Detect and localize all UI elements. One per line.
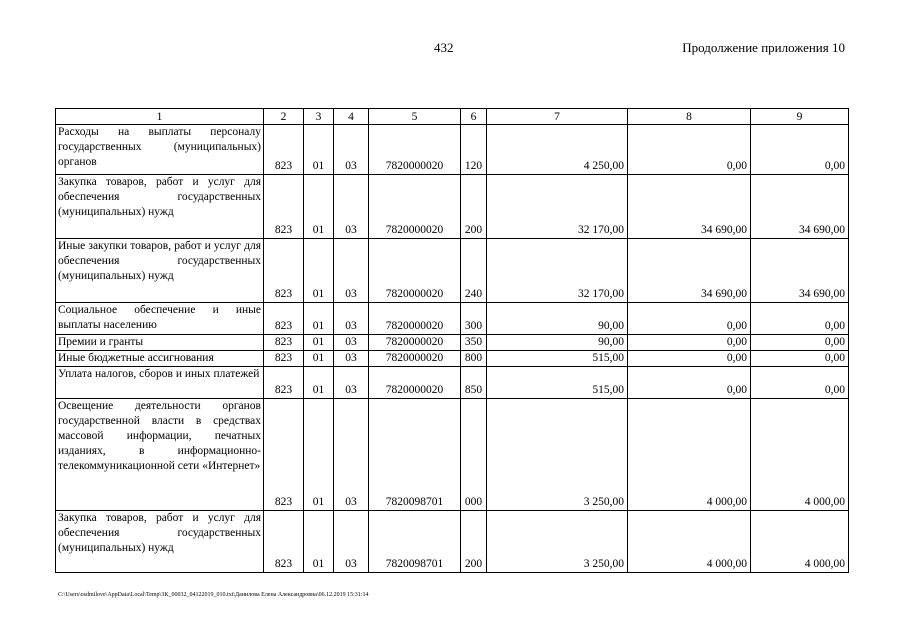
cell-c9: 4 000,00 xyxy=(751,399,849,511)
cell-c5: 7820098701 xyxy=(369,511,461,573)
cell-c2: 823 xyxy=(264,351,304,367)
cell-c9: 34 690,00 xyxy=(751,175,849,239)
cell-c5: 7820000020 xyxy=(369,175,461,239)
cell-c3: 01 xyxy=(304,351,334,367)
cell-c3: 01 xyxy=(304,125,334,175)
cell-c9: 0,00 xyxy=(751,303,849,335)
row-name-cell: Иные закупки товаров, работ и услуг для обеспечения государственных (муниципальных) нужд xyxy=(56,239,264,303)
cell-c9: 0,00 xyxy=(751,351,849,367)
cell-c6: 200 xyxy=(461,511,487,573)
cell-c3: 01 xyxy=(304,367,334,399)
column-header: 2 xyxy=(264,109,304,125)
column-header: 3 xyxy=(304,109,334,125)
cell-c3: 01 xyxy=(304,399,334,511)
cell-c4: 03 xyxy=(334,367,369,399)
cell-c4: 03 xyxy=(334,125,369,175)
table-row xyxy=(56,125,849,175)
row-name-cell: Закупка товаров, работ и услуг для обеспечения государственных (муниципальных) нужд xyxy=(56,511,264,573)
cell-c2: 823 xyxy=(264,125,304,175)
cell-c6: 120 xyxy=(461,125,487,175)
row-name-cell: Уплата налогов, сборов и иных платежей xyxy=(56,367,264,399)
cell-c5: 7820000020 xyxy=(369,351,461,367)
table-body xyxy=(56,109,849,573)
cell-c6: 000 xyxy=(461,399,487,511)
cell-c5: 7820000020 xyxy=(369,125,461,175)
cell-c9: 4 000,00 xyxy=(751,511,849,573)
cell-c2: 823 xyxy=(264,335,304,351)
cell-c5: 7820000020 xyxy=(369,335,461,351)
cell-c7: 4 250,00 xyxy=(487,125,628,175)
cell-c3: 01 xyxy=(304,175,334,239)
cell-c3: 01 xyxy=(304,303,334,335)
table-row xyxy=(56,399,849,511)
table-row xyxy=(56,367,849,399)
cell-c6: 350 xyxy=(461,335,487,351)
row-name-cell: Расходы на выплаты персоналу государственных (муниципальных) органов xyxy=(56,125,264,175)
cell-c4: 03 xyxy=(334,239,369,303)
cell-c5: 7820000020 xyxy=(369,303,461,335)
table-row xyxy=(56,511,849,573)
column-header: 8 xyxy=(628,109,751,125)
cell-c8: 0,00 xyxy=(628,335,751,351)
table-row xyxy=(56,175,849,239)
cell-c8: 0,00 xyxy=(628,351,751,367)
column-header: 9 xyxy=(751,109,849,125)
column-header: 5 xyxy=(369,109,461,125)
cell-c4: 03 xyxy=(334,511,369,573)
cell-c5: 7820000020 xyxy=(369,367,461,399)
cell-c5: 7820000020 xyxy=(369,239,461,303)
row-name-cell: Иные бюджетные ассигнования xyxy=(56,351,264,367)
cell-c3: 01 xyxy=(304,335,334,351)
cell-c6: 800 xyxy=(461,351,487,367)
cell-c9: 0,00 xyxy=(751,125,849,175)
column-header: 1 xyxy=(56,109,264,125)
cell-c3: 01 xyxy=(304,239,334,303)
row-name-cell: Освещение деятельности органов государственной власти в средствах массовой информации, печатных изданиях, в информационно-телекоммуникационной сети «Интернет» xyxy=(56,399,264,511)
cell-c2: 823 xyxy=(264,367,304,399)
cell-c8: 4 000,00 xyxy=(628,399,751,511)
continuation-title: Продолжение приложения 10 xyxy=(682,40,845,55)
file-path-footer: C:\Users\osdmilove\AppData\Local\Temp\3K_00032_04122019_010.txt\Данилова Елена Александровна\06.12.2019 15:31:14 xyxy=(58,592,369,598)
cell-c6: 200 xyxy=(461,175,487,239)
row-name-cell: Закупка товаров, работ и услуг для обеспечения государственных (муниципальных) нужд xyxy=(56,175,264,239)
cell-c8: 0,00 xyxy=(628,303,751,335)
cell-c8: 34 690,00 xyxy=(628,175,751,239)
table-row xyxy=(56,239,849,303)
cell-c5: 7820098701 xyxy=(369,399,461,511)
page-number: 432 xyxy=(434,40,454,55)
cell-c7: 90,00 xyxy=(487,335,628,351)
row-name-cell: Социальное обеспечение и иные выплаты населению xyxy=(56,303,264,335)
cell-c8: 0,00 xyxy=(628,125,751,175)
row-name-cell: Премии и гранты xyxy=(56,335,264,351)
cell-c7: 515,00 xyxy=(487,351,628,367)
cell-c6: 300 xyxy=(461,303,487,335)
budget-table xyxy=(55,108,849,573)
cell-c2: 823 xyxy=(264,511,304,573)
column-header: 6 xyxy=(461,109,487,125)
cell-c2: 823 xyxy=(264,175,304,239)
table-row xyxy=(56,351,849,367)
table-row xyxy=(56,303,849,335)
cell-c7: 32 170,00 xyxy=(487,239,628,303)
cell-c2: 823 xyxy=(264,239,304,303)
cell-c6: 850 xyxy=(461,367,487,399)
column-header: 4 xyxy=(334,109,369,125)
cell-c7: 515,00 xyxy=(487,367,628,399)
cell-c2: 823 xyxy=(264,399,304,511)
cell-c2: 823 xyxy=(264,303,304,335)
cell-c8: 0,00 xyxy=(628,367,751,399)
cell-c4: 03 xyxy=(334,399,369,511)
cell-c7: 90,00 xyxy=(487,303,628,335)
cell-c9: 34 690,00 xyxy=(751,239,849,303)
cell-c9: 0,00 xyxy=(751,335,849,351)
cell-c7: 32 170,00 xyxy=(487,175,628,239)
cell-c4: 03 xyxy=(334,335,369,351)
cell-c3: 01 xyxy=(304,511,334,573)
cell-c9: 0,00 xyxy=(751,367,849,399)
cell-c4: 03 xyxy=(334,175,369,239)
cell-c8: 4 000,00 xyxy=(628,511,751,573)
table-header-row xyxy=(56,109,849,125)
cell-c7: 3 250,00 xyxy=(487,399,628,511)
column-header: 7 xyxy=(487,109,628,125)
cell-c6: 240 xyxy=(461,239,487,303)
table-row xyxy=(56,335,849,351)
cell-c4: 03 xyxy=(334,303,369,335)
cell-c7: 3 250,00 xyxy=(487,511,628,573)
cell-c8: 34 690,00 xyxy=(628,239,751,303)
cell-c4: 03 xyxy=(334,351,369,367)
